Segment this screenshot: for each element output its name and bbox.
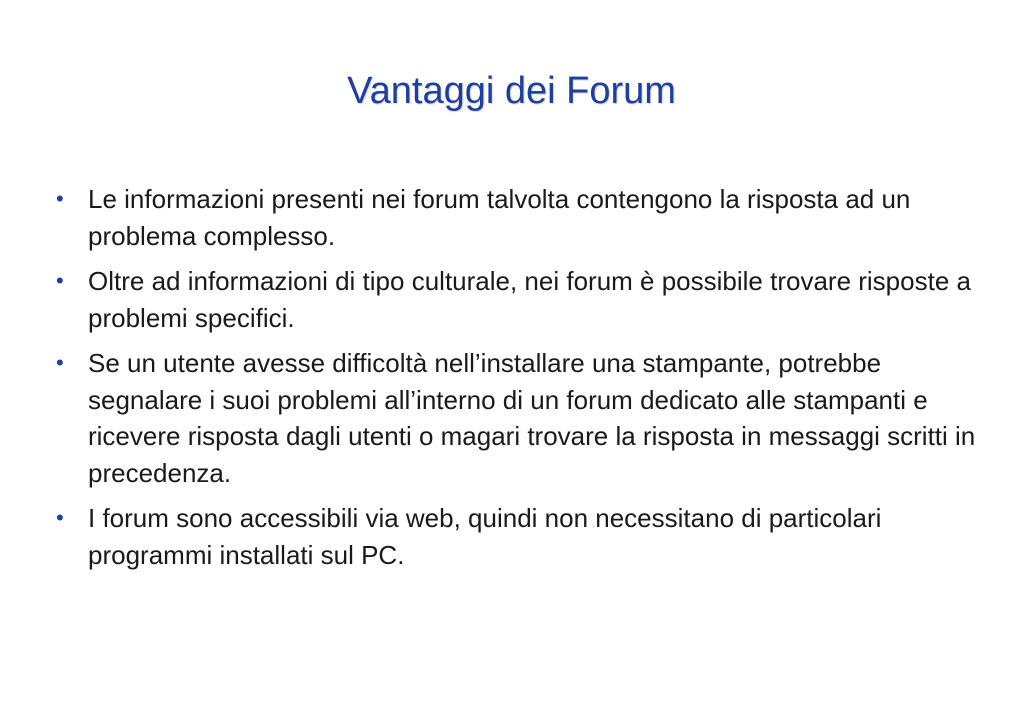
- slide-title: Vantaggi dei Forum: [347, 70, 676, 112]
- bullet-item: [56, 500, 986, 573]
- bullet-marker-icon: •: [56, 186, 64, 211]
- bullet-marker-icon: •: [56, 505, 64, 530]
- bullet-text: Se un utente avesse difficoltà nell’installare una stampante, potrebbe segnalare i suoi problemi all’interno di un forum dedicato alle stampanti e ricevere risposta dagli utenti o magari trovare la risposta in messaggi scritti in precedenza.: [88, 348, 976, 488]
- bullet-marker-icon: •: [56, 350, 64, 375]
- bullet-text: I forum sono accessibili via web, quindi non necessitano di particolari programmi installati sul PC.: [88, 503, 882, 570]
- bullet-text: Le informazioni presenti nei forum talvolta contengono la risposta ad un problema complesso.: [88, 184, 911, 251]
- bullet-marker-icon: •: [56, 268, 64, 293]
- bullet-item: [56, 181, 986, 254]
- bullet-item: [56, 263, 986, 336]
- bullet-item: [56, 345, 986, 491]
- bullet-text: Oltre ad informazioni di tipo culturale, nei forum è possibile trovare risposte a problemi specifici.: [88, 266, 971, 333]
- bullet-list: [56, 181, 986, 582]
